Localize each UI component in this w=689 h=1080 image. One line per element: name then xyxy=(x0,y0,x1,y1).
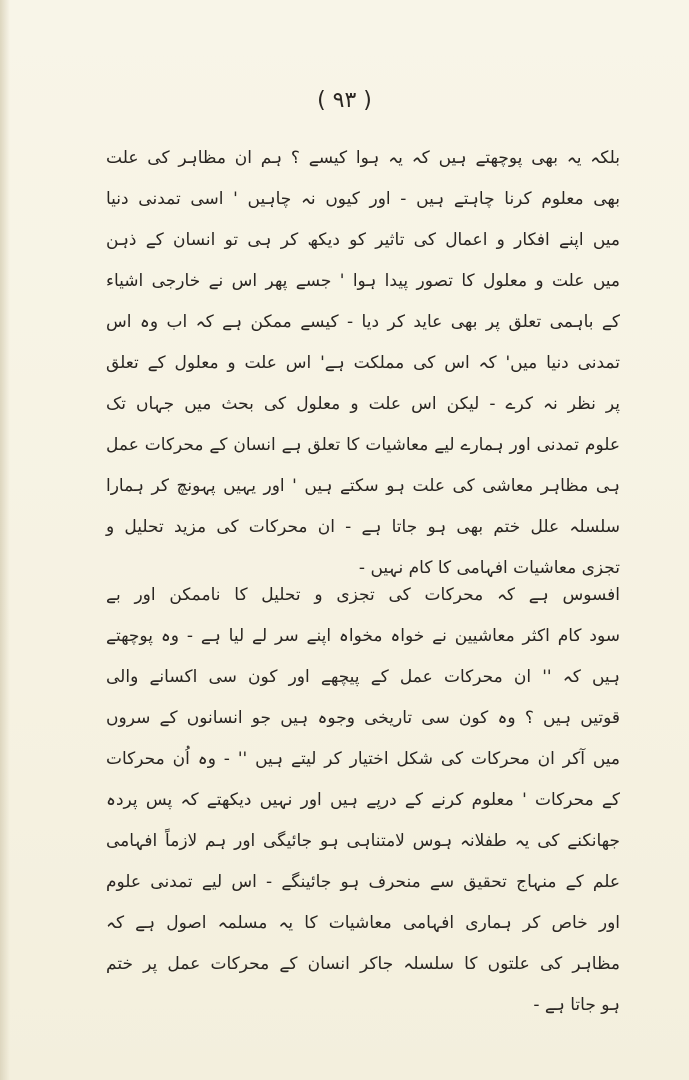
text-line: کے محرکات ' معلوم کرنے کے درپے ہیں اور نہیں دیکھتے کہ پس پردہ xyxy=(106,790,620,810)
text-line: سود کام اکثر معاشیین نے خواہ مخواہ اپنے سر لے لیا ہے - وہ پوچھتے xyxy=(106,626,620,646)
paragraph-1 xyxy=(106,138,620,589)
paragraph-2 xyxy=(106,575,620,1026)
text-line: تمدنی دنیا میں' کہ اس کی مملکت ہے' اس علت و معلول کے تعلق xyxy=(106,353,620,373)
page-number: ( ۹۳ ) xyxy=(317,88,372,113)
text-line: بھی معلوم کرنا چاہتے ہیں - اور کیوں نہ چاہیں ' اسی تمدنی دنیا xyxy=(106,189,620,209)
text-line-last: تجزی معاشیات افہامی کا کام نہیں - xyxy=(358,558,620,578)
text-line: مظاہر کی علتوں کا سلسلہ جاکر انسان کے محرکات عمل پر ختم xyxy=(106,954,620,974)
text-line: کے باہمی تعلق پر بھی عاید کر دیا - کیسے ممکن ہے کہ اب وہ اس xyxy=(106,312,620,332)
text-line: اور خاص کر ہماری افہامی معاشیات کا یہ مسلمہ اصول ہے کہ xyxy=(106,913,620,933)
page-edge-shadow xyxy=(0,0,10,1080)
text-line: علم کے منہاج تحقیق سے منحرف ہو جائینگے - اس لیے تمدنی علوم xyxy=(106,872,620,892)
text-line-last: ہو جاتا ہے - xyxy=(533,995,620,1015)
text-line: میں علت و معلول کا تصور پیدا ہوا ' جسے پھر اس نے خارجی اشیاء xyxy=(106,271,620,291)
text-line: ہیں کہ '' ان محرکات عمل کے پیچھے اور کون سی اکسانے والی xyxy=(106,667,620,687)
text-line: میں آکر ان محرکات کی شکل اختیار کر لیتے ہیں '' - وہ اُن محرکات xyxy=(106,749,620,769)
text-line: جھانکنے کی یہ طفلانہ ہوس لامتناہی ہو جائیگی اور ہم لازماً افہامی xyxy=(106,831,620,851)
text-line: سلسلہ علل ختم بھی ہو جاتا ہے - ان محرکات کی مزید تحلیل و xyxy=(106,517,620,537)
text-line: پر نظر نہ کرے - لیکن اس علت و معلول کی بحث میں جہاں تک xyxy=(106,394,620,414)
text-line: قوتیں ہیں ؟ وہ کون سی تاریخی وجوہ ہیں جو انسانوں کے سروں xyxy=(106,708,620,728)
text-line: ہی مظاہر معاشی کی علت ہو سکتے ہیں ' اور یہیں پہونچ کر ہمارا xyxy=(106,476,620,496)
text-line: افسوس ہے کہ محرکات کی تجزی و تحلیل کا ناممکن اور بے xyxy=(106,585,620,605)
text-line: علوم تمدنی اور ہمارے لیے معاشیات کا تعلق ہے انسان کے محرکات عمل xyxy=(106,435,620,455)
text-line: بلکہ یہ بھی پوچھتے ہیں کہ یہ ہوا کیسے ؟ ہم ان مظاہر کی علت xyxy=(106,148,620,168)
text-line: میں اپنے افکار و اعمال کی تاثیر کو دیکھ کر ہی تو انسان کے ذہن xyxy=(106,230,620,250)
